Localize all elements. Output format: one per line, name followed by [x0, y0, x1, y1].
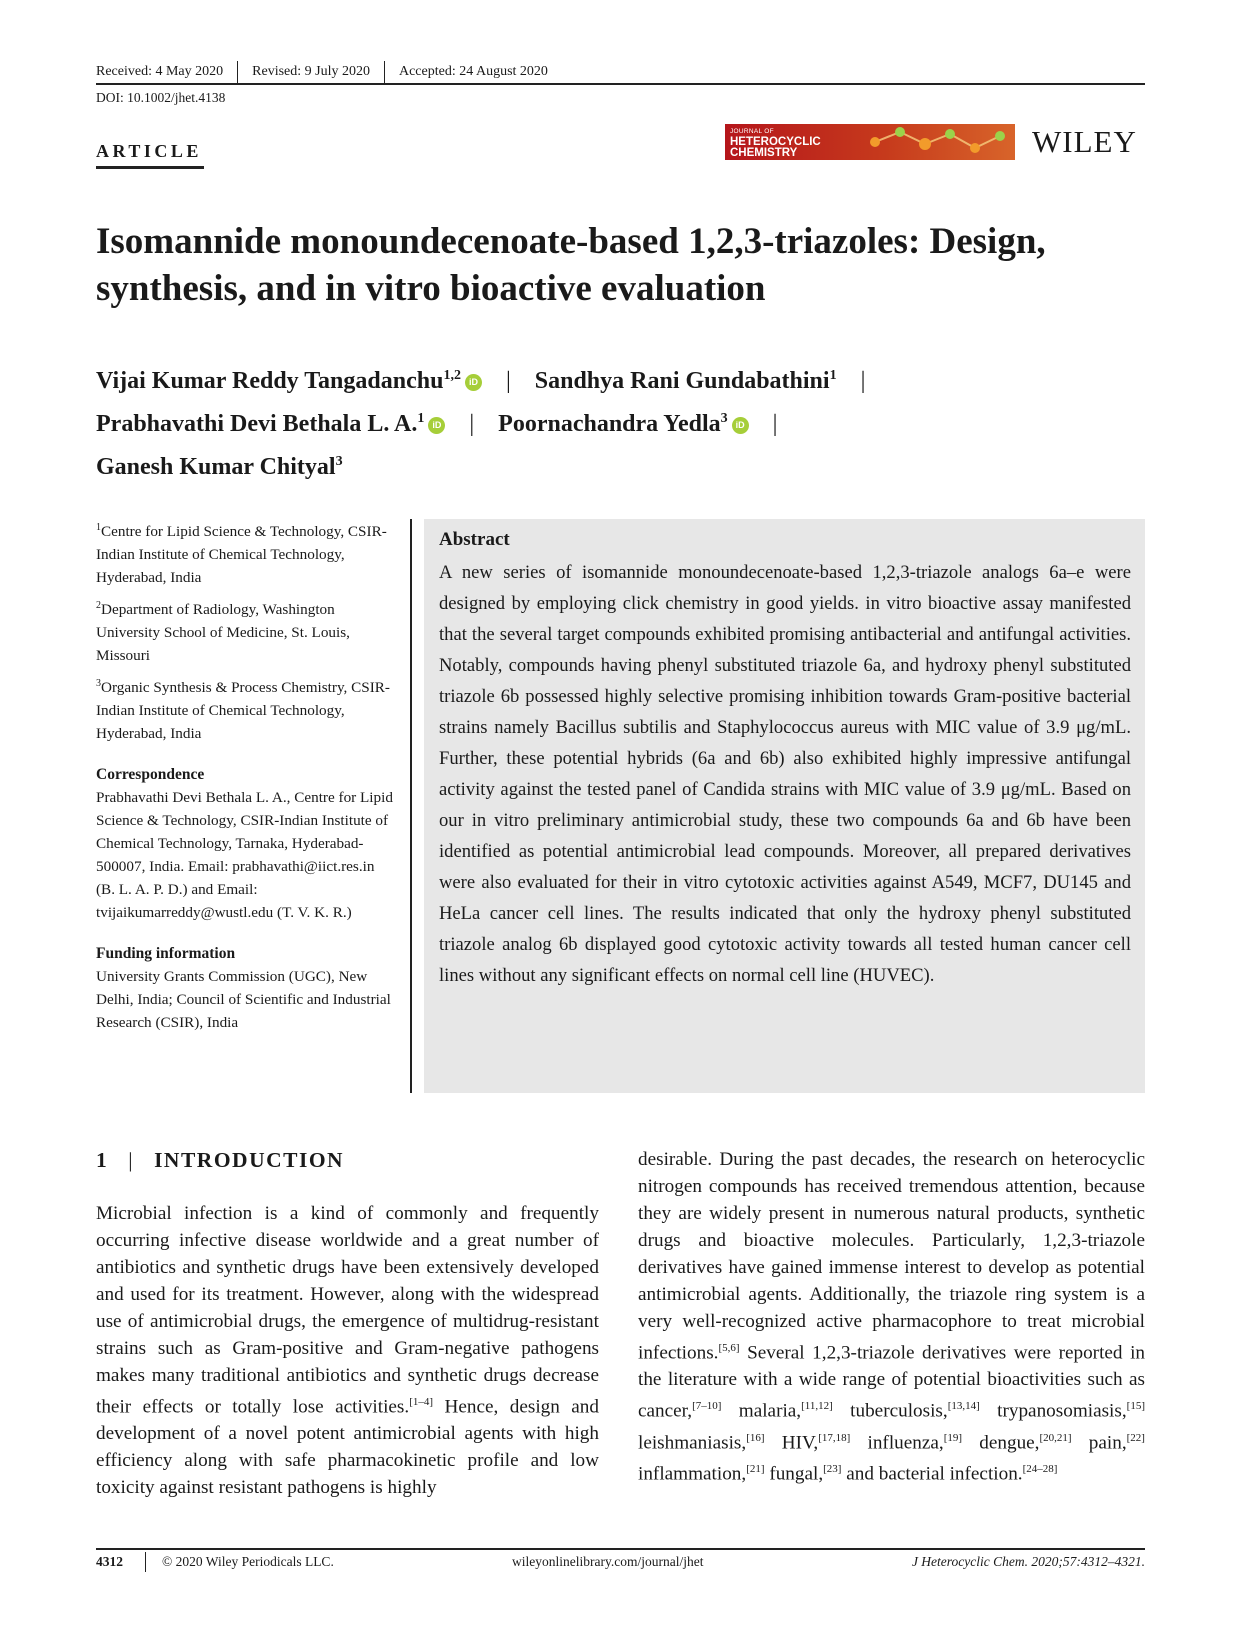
citation-ref[interactable]: [16]	[746, 1431, 765, 1444]
body-column-right	[638, 1146, 1145, 1488]
author-separator: |	[772, 411, 778, 437]
author-line	[96, 357, 1146, 400]
body-text: dengue,	[962, 1432, 1040, 1454]
journal-title-line2: HETEROCYCLIC	[730, 136, 821, 148]
affiliation	[96, 594, 396, 667]
author-name: Poornachandra Yedla	[498, 411, 721, 437]
affiliation-sup: 3	[96, 678, 101, 690]
body-column-left	[96, 1200, 599, 1501]
citation-ref[interactable]: [17,18]	[818, 1431, 851, 1444]
affiliation-text: Department of Radiology, Washington University School of Medicine, St. Louis, Missouri	[96, 601, 350, 665]
author-affiliation-sup: 1	[829, 368, 837, 383]
article-label-underline	[96, 166, 204, 169]
body-text: leishmaniasis,	[638, 1432, 747, 1454]
journal-title	[730, 126, 821, 159]
author-separator: |	[505, 368, 511, 394]
affiliation-sup: 1	[96, 522, 101, 533]
footer-rule	[96, 1548, 1145, 1550]
author-name: Ganesh Kumar Chityal	[96, 454, 336, 480]
funding-heading: Funding information	[96, 945, 236, 963]
body-text: pain,	[1071, 1432, 1127, 1454]
date-divider	[384, 61, 385, 83]
footer-divider	[145, 1552, 146, 1572]
accepted-date: Accepted: 24 August 2020	[398, 64, 548, 79]
citation-ref[interactable]: [7–10]	[692, 1400, 722, 1413]
citation-ref[interactable]: [24–28]	[1022, 1463, 1058, 1476]
received-date: Received: 4 May 2020	[96, 64, 224, 79]
affiliation-text: Organic Synthesis & Process Chemistry, CSIR-Indian Institute of Chemical Technology, Hyderabad, India	[96, 679, 390, 743]
orcid-icon[interactable]: iD	[732, 417, 749, 434]
author-affiliation-sup: 3	[335, 454, 343, 469]
citation-ref[interactable]: [21]	[746, 1463, 765, 1476]
section-title: INTRODUCTION	[154, 1148, 345, 1172]
citation-ref[interactable]: [20,21]	[1039, 1431, 1072, 1444]
abstract-rule	[410, 519, 412, 1093]
citation-ref[interactable]: [22]	[1126, 1431, 1145, 1444]
body-text: Several 1,2,3-triazole derivatives were reported in the literature with a wide range of potential bioactivities such as cancer,	[638, 1342, 1145, 1422]
revised-date: Revised: 9 July 2020	[252, 64, 370, 79]
correspondence-heading: Correspondence	[96, 766, 205, 784]
copyright: © 2020 Wiley Periodicals LLC.	[162, 1554, 334, 1569]
author-list	[96, 357, 1146, 486]
author-affiliation-sup: 1,2	[443, 368, 461, 383]
affiliation	[96, 672, 396, 745]
journal-citation	[912, 1554, 1145, 1570]
citation-ref[interactable]: [11,12]	[801, 1400, 833, 1413]
page-number: 4312	[96, 1554, 123, 1569]
publisher-logo[interactable]: WILEY	[1032, 124, 1137, 159]
body-text: inflammation,	[638, 1463, 747, 1485]
article-metadata-column	[96, 516, 396, 1039]
citation-ref[interactable]: [19]	[943, 1431, 963, 1444]
citation-ref[interactable]: [13,14]	[947, 1400, 980, 1413]
author-separator: |	[860, 368, 866, 394]
doi[interactable]: DOI: 10.1002/jhet.4138	[96, 90, 226, 105]
body-text: Hence, design and development of a novel potent antimicrobial agents with high efficiency along with safe pharmacokinetic profile and low toxicity against resistant pathogens is highly	[96, 1396, 599, 1499]
article-title: Isomannide monoundecenoate-based 1,2,3-triazoles: Design, synthesis, and in vitro bioactive evaluation	[96, 221, 1046, 309]
body-text: tuberculosis,	[832, 1400, 948, 1422]
affiliation	[96, 516, 396, 589]
correspondence-text: Prabhavathi Devi Bethala L. A., Centre for Lipid Science & Technology, CSIR-Indian Institute of Chemical Technology, Tarnaka, Hyderabad-500007, India. Email: prabhavathi@iict.res.in (B. L. A. P. D.) and Email: tvijaikumarreddy@wustl.edu (T. V. K. R.)	[96, 789, 393, 922]
header-rule	[96, 83, 1145, 85]
date-divider	[237, 61, 238, 83]
author-affiliation-sup: 3	[720, 411, 728, 426]
citation-ref[interactable]: [5,6]	[718, 1342, 740, 1354]
author-name: Prabhavathi Devi Bethala L. A.	[96, 411, 418, 437]
body-text: fungal,	[764, 1463, 824, 1485]
affiliation-text: Centre for Lipid Science & Technology, CSIR-Indian Institute of Chemical Technology, Hyderabad, India	[96, 523, 387, 587]
author-line	[96, 443, 1146, 486]
citation-ref[interactable]: [23]	[823, 1463, 842, 1476]
abstract-box	[424, 519, 1145, 1093]
citation-ref[interactable]: [15]	[1126, 1400, 1145, 1413]
orcid-icon[interactable]: iD	[465, 374, 482, 391]
body-text: trypanosomiasis,	[979, 1400, 1127, 1422]
affiliation-sup: 2	[96, 600, 101, 612]
body-text: and bacterial infection.	[841, 1463, 1023, 1485]
journal-citation-text: J Heterocyclic Chem. 2020;57:4312–4321.	[911, 1554, 1145, 1569]
orcid-icon[interactable]: iD	[428, 417, 445, 434]
body-text: Microbial infection is a kind of commonly and frequently occurring infective disease worldwide and a great number of antibiotics and synthetic drugs have been extensively developed and used for its treatment. However, along with the widespread use of antimicrobial drugs, the emergence of multidrug-resistant strains such as Gram-positive and Gram-negative pathogens makes many traditional antibiotics and synthetic drugs decrease their effects or totally lose activities.	[96, 1203, 599, 1418]
journal-title-line3: CHEMISTRY	[730, 147, 798, 159]
article-dates	[96, 61, 548, 83]
abstract-text: A new series of isomannide monoundecenoate-based 1,2,3-triazole analogs 6a–e were designed by employing click chemistry in good yields. in vitro bioactive assay manifested that the several target compounds exhibited promising antibacterial and antifungal activities. Notably, compounds having phenyl substituted triazole 6a, and hydroxy phenyl substituted triazole 6b possessed highly selective promising inhibition towards Gram-positive bacterial strains namely Bacillus subtilis and Staphylococcus aureus with MIC value of 3.9 μg/mL. Further, these potential hybrids (6a and 6b) also exhibited highly impressive antifungal activity against the tested panel of Candida strains with MIC value of 3.9 μg/mL. Based on our in vitro preliminary antimicrobial study, these two compounds 6a and 6b have been identified as potential antimicrobial lead compounds. Moreover, all prepared derivatives were also evaluated for their in vitro cytotoxic activities against A549, MCF7, DU145 and HeLa cancer cell lines. The results indicated that only the hydroxy phenyl substituted triazole analog 6b displayed good cytotoxic activity towards all tested human cancer cell lines without any significant effects on normal cell line (HUVEC).	[439, 562, 1131, 986]
author-line	[96, 400, 1146, 443]
article-type-label: ARTICLE	[96, 141, 202, 161]
author-separator: |	[469, 411, 475, 437]
journal-title-line1: JOURNAL OF	[730, 128, 774, 135]
journal-url[interactable]: wileyonlinelibrary.com/journal/jhet	[512, 1554, 704, 1569]
author-name: Vijai Kumar Reddy Tangadanchu	[96, 368, 444, 394]
body-text: malaria,	[721, 1400, 802, 1422]
body-text: HIV,	[764, 1432, 819, 1454]
section-separator: |	[128, 1148, 135, 1172]
citation-ref[interactable]: [1–4]	[409, 1396, 434, 1408]
section-heading	[96, 1148, 344, 1173]
section-number: 1	[96, 1148, 109, 1172]
body-text: influenza,	[850, 1432, 944, 1454]
abstract-heading: Abstract	[439, 529, 510, 550]
author-name: Sandhya Rani Gundabathini	[534, 368, 830, 394]
journal-banner-logo[interactable]	[725, 124, 1015, 160]
funding-text: University Grants Commission (UGC), New Delhi, India; Council of Scientific and Industrial Research (CSIR), India	[96, 968, 391, 1032]
author-affiliation-sup: 1	[417, 411, 425, 426]
body-text: desirable. During the past decades, the research on heterocyclic nitrogen compounds has received tremendous attention, because they are widely present in numerous natural products, synthetic drugs and bioactive molecules. Particularly, 1,2,3-triazole derivatives have gained immense interest to develop as potential antimicrobial agents. Additionally, the triazole ring system is a very well-recognized active pharmacophore to treat microbial infections.	[638, 1149, 1145, 1364]
